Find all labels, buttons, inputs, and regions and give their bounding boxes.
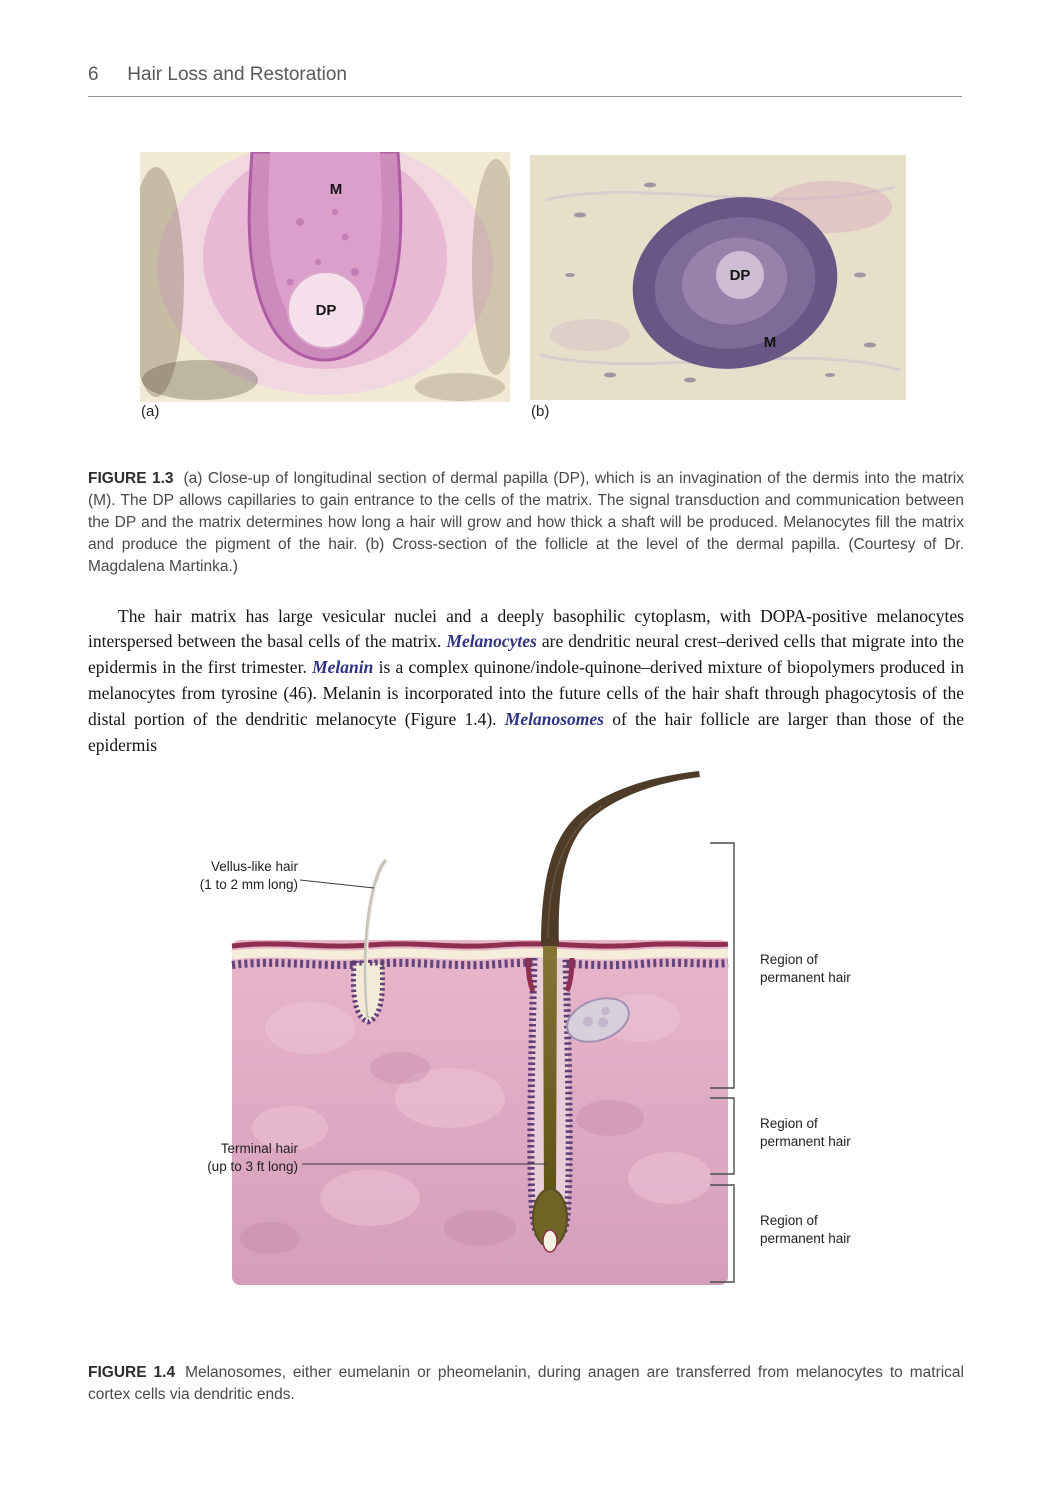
panel-a-letter: (a) — [141, 403, 160, 420]
vellus-label-line2: (1 to 2 mm long) — [199, 877, 298, 893]
dermal-papilla-notch — [543, 1230, 557, 1252]
label-dermal-papilla-b: DP — [729, 267, 751, 284]
region-label-2 — [760, 1115, 900, 1151]
body-text-1: The hair matrix has large vesicular nuclei and a deeply basophilic cytoplasm, with DOPA-positive melanocytes interspersed between the basal cells of the matrix. — [88, 605, 964, 652]
terminal-hair-shaft — [541, 771, 700, 946]
vellus-hair-label — [150, 858, 298, 894]
running-title: Hair Loss and Restoration — [127, 64, 347, 85]
region-label-1 — [760, 951, 900, 987]
figure-1-3-caption-text: (a) Close-up of longitudinal section of dermal papilla (DP), which is an invagination of the dermis into the matrix (M). The DP allows capillaries to gain entrance to the cells of the matrix. The signal transduction and communication between the DP and the matrix determines how long a hair will grow and how thick a shaft will be produced. Melanocytes fill the matrix and produce the pigment of the hair. (b) Cross-section of the follicle at the level of the dermal papilla. (Courtesy of Dr. Magdalena Martinka.) — [88, 469, 964, 575]
page-header — [88, 64, 962, 86]
micrograph-b-image — [530, 155, 906, 400]
key-term-melanin: Melanin — [312, 657, 374, 678]
body-text-3: is a complex quinone/indole-quinone–derived mixture of biopolymers produced in melanocytes from tyrosine (46). Melanin is incorporated into the future cells of the hair shaft through phagocytosis of the distal portion of the dendritic melanocyte (Figure 1.4). — [88, 657, 964, 730]
body-paragraph — [88, 604, 964, 759]
vellus-pointer-line — [300, 880, 374, 888]
region-3-line2: permanent hair — [760, 1231, 851, 1247]
label-matrix-a: M — [329, 181, 343, 198]
micrograph-a-image — [140, 152, 510, 402]
figure-1-3-caption — [88, 468, 964, 578]
body-text-4: of the hair follicle are larger than those of the epidermis — [88, 709, 964, 755]
figure-1-4-caption-text: Melanosomes, either eumelanin or pheomelanin, during anagen are transferred from melanocytes to matrical cortex cells via dendritic ends. — [88, 1363, 964, 1403]
micrograph-panel-a — [140, 152, 510, 402]
region-1-line1: Region of — [760, 952, 818, 967]
vellus-label-line1: Vellus-like hair — [210, 859, 298, 874]
terminal-hair-root — [543, 943, 557, 1200]
region-3-line1: Region of — [760, 1213, 818, 1228]
skin-surface-line — [232, 944, 728, 946]
label-dermal-papilla-a: DP — [315, 302, 337, 319]
figure-1-4-diagram — [150, 768, 910, 1313]
page-number: 6 — [88, 64, 99, 85]
key-term-melanosomes: Melanosomes — [504, 709, 604, 730]
panel-b-letter: (b) — [531, 403, 550, 420]
figure-1-3-caption-label: FIGURE 1.3 — [88, 469, 174, 487]
region-2-line2: permanent hair — [760, 1134, 851, 1150]
region-label-3 — [760, 1212, 900, 1248]
epidermis-basal-layer — [232, 963, 728, 965]
region-1-line2: permanent hair — [760, 970, 851, 986]
body-text-2: are dendritic neural crest–derived cells that migrate into the epidermis in the first trimester. — [88, 631, 964, 678]
key-term-melanocytes: Melanocytes — [446, 631, 537, 652]
figure-1-4-caption-label: FIGURE 1.4 — [88, 1363, 176, 1381]
header-rule — [88, 96, 962, 97]
figure-1-4-caption — [88, 1362, 964, 1406]
terminal-label-line1: Terminal hair — [220, 1141, 298, 1156]
terminal-label-line2: (up to 3 ft long) — [207, 1159, 298, 1175]
label-matrix-b: M — [763, 334, 777, 351]
micrograph-panel-b — [530, 155, 906, 400]
region-2-line1: Region of — [760, 1116, 818, 1131]
terminal-hair-label — [150, 1140, 298, 1176]
